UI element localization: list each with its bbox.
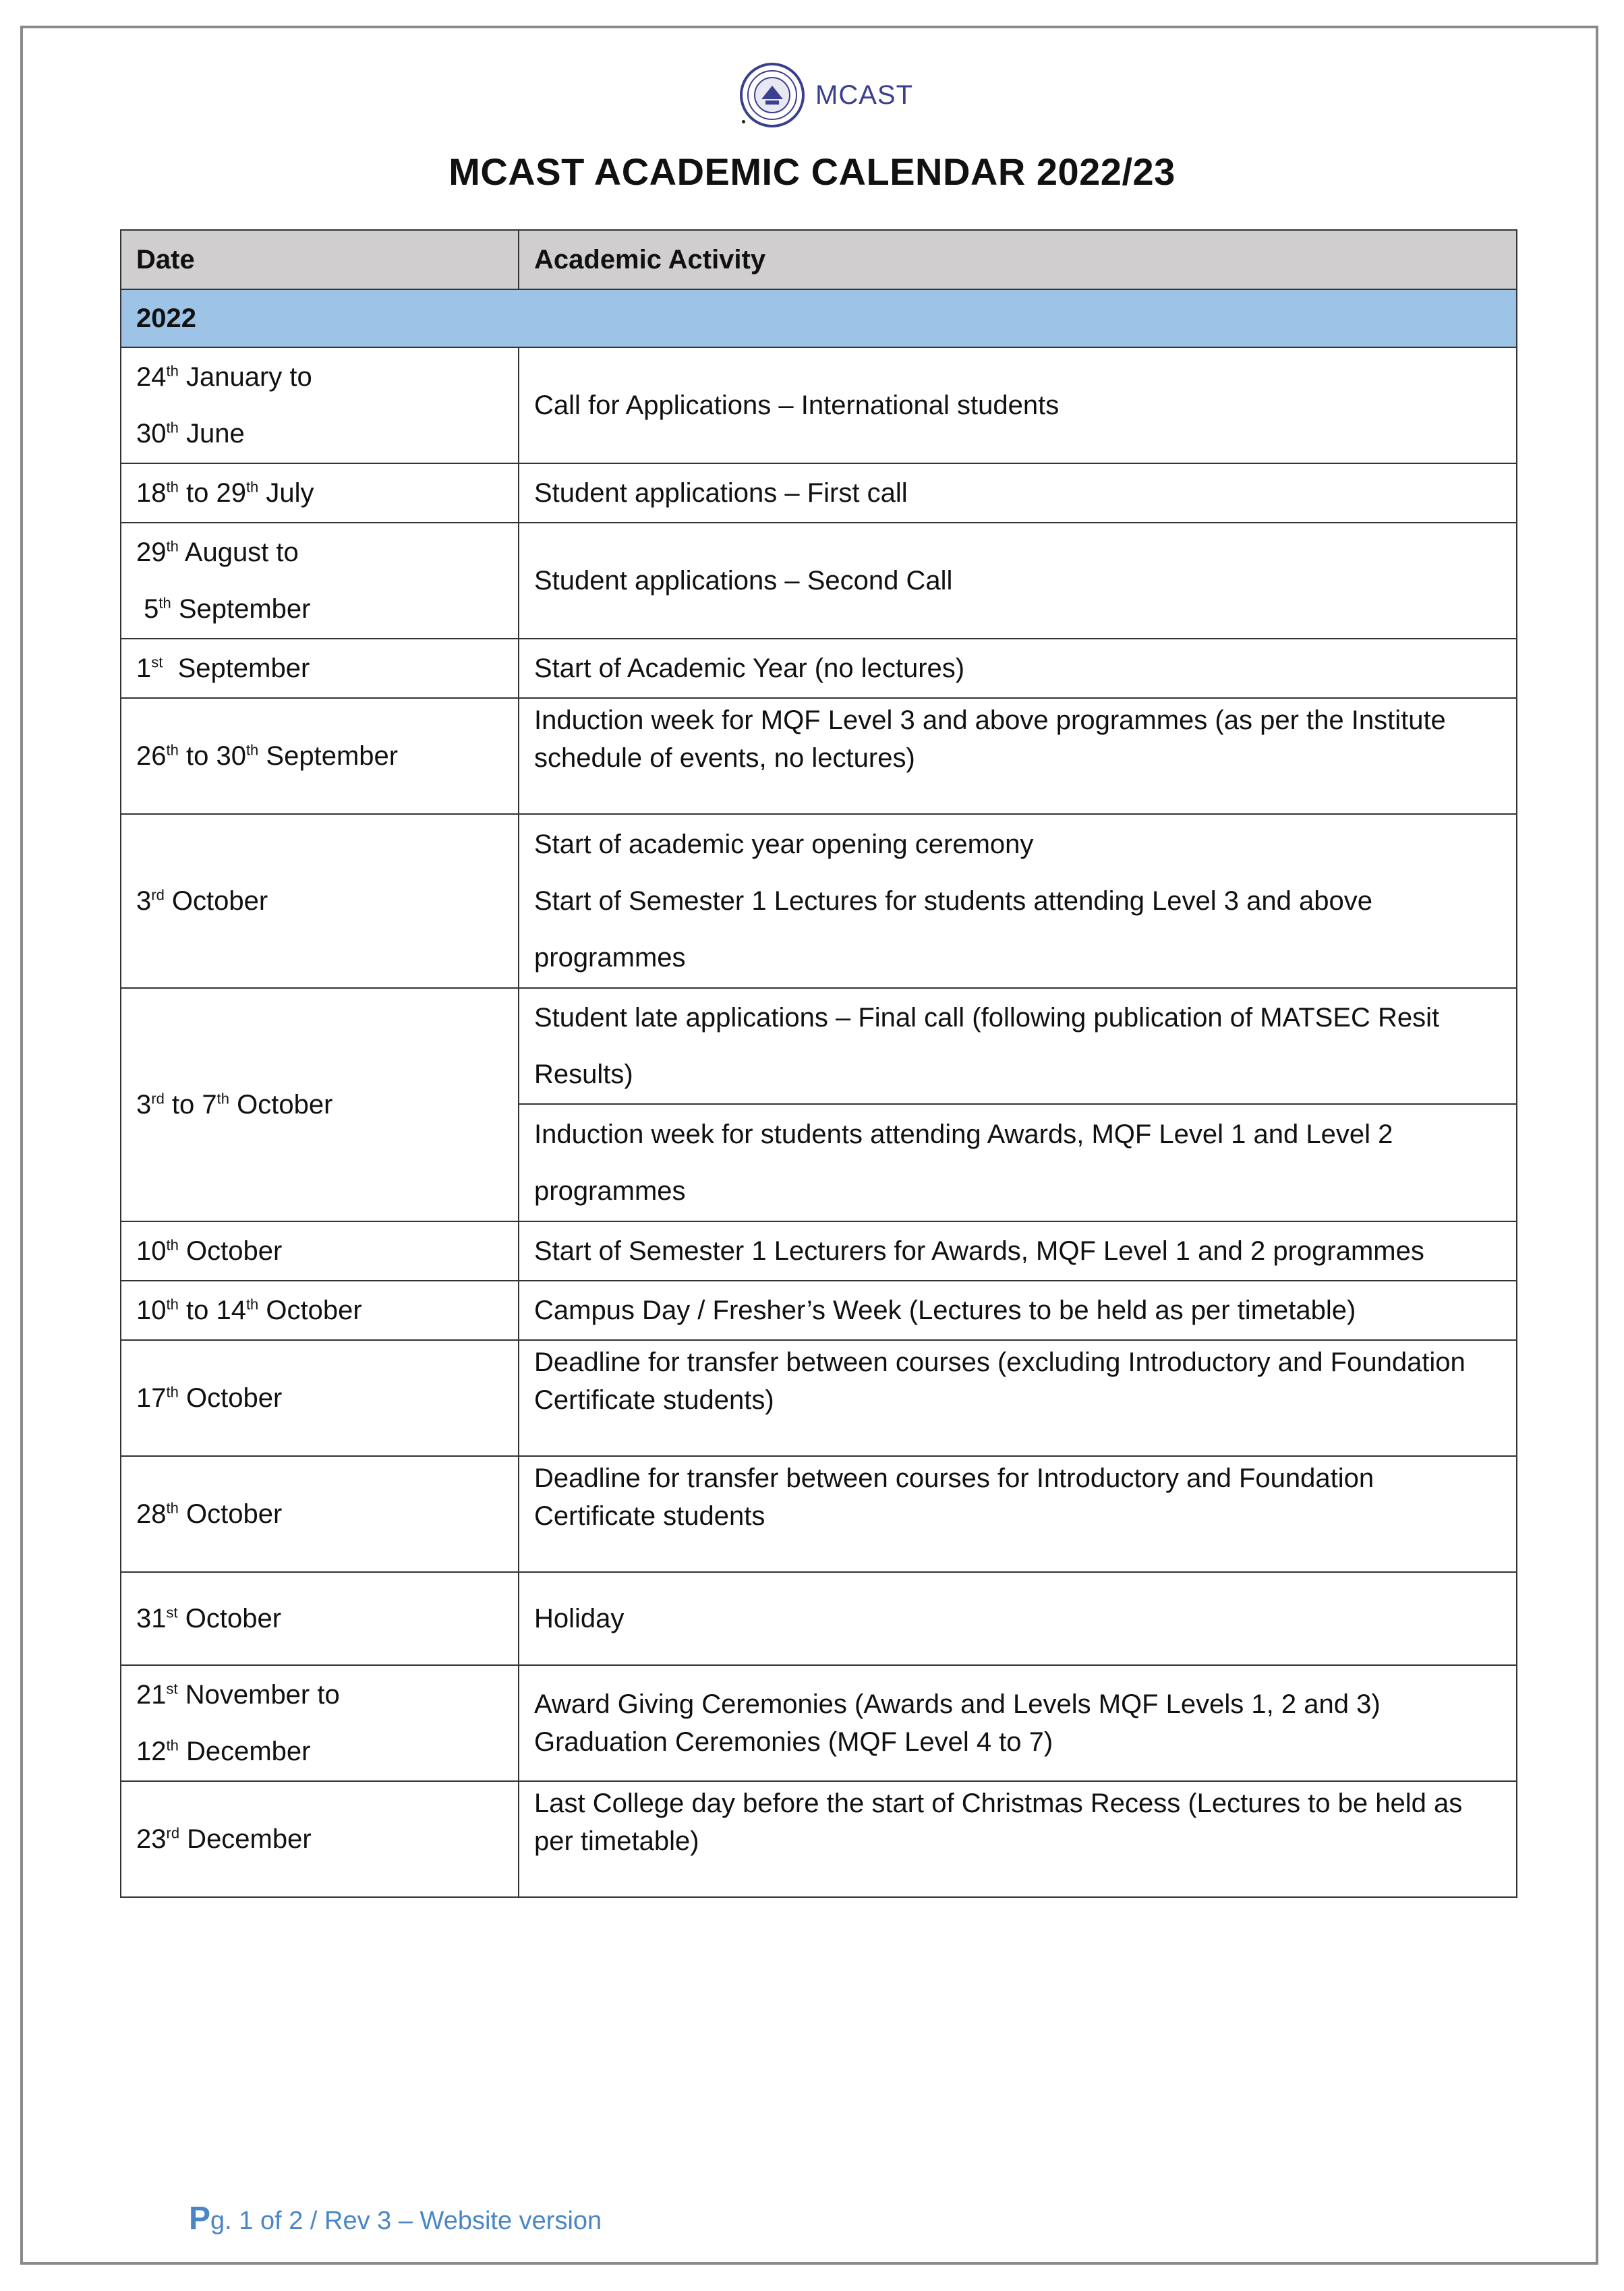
date-cell: 21st November to 12th December [121,1665,519,1781]
date-cell: 17th October [121,1340,519,1456]
table-row [121,463,1517,523]
logo-text: MCAST [815,80,913,110]
activity-cell: Deadline for transfer between courses for Introductory and Foundation Certificate students [519,1456,1517,1572]
table-row [121,698,1517,814]
mcast-logo [738,58,913,132]
page-title: MCAST ACADEMIC CALENDAR 2022/23 [448,150,1176,193]
activity-cell [519,1665,1517,1781]
table-row [121,1572,1517,1665]
activity-cell: Campus Day / Fresher’s Week (Lectures to be held as per timetable) [519,1281,1517,1340]
activity-cell: Start of Semester 1 Lecturers for Awards, MQF Level 1 and 2 programmes [519,1221,1517,1281]
table-row [121,639,1517,698]
date-cell: 26th to 30th September [121,698,519,814]
column-header-activity: Academic Activity [519,230,1517,289]
year-row [121,289,1517,347]
activity-cell [519,814,1517,988]
date-cell: 28th October [121,1456,519,1572]
table-row [121,347,1517,463]
activity-line: Start of academic year opening ceremony [534,830,1034,859]
activity-line: Award Giving Ceremonies (Awards and Levels MQF Levels 1, 2 and 3) [534,1689,1381,1719]
date-cell: 31st October [121,1572,519,1665]
mcast-seal-icon [738,61,806,129]
table-row [121,523,1517,639]
date-cell: 23rd December [121,1781,519,1897]
table-row [121,1665,1517,1781]
decorative-dot [742,120,745,123]
footer-text: g. 1 of 2 / Rev 3 – Website version [210,2207,602,2235]
table-row [121,1456,1517,1572]
activity-cell: Student applications – First call [519,463,1517,523]
year-label: 2022 [121,289,1517,347]
date-cell: 3rd October [121,814,519,988]
table-row [121,988,1517,1104]
activity-cell: Student late applications – Final call (following publication of MATSEC Resit Results) [519,988,1517,1104]
activity-cell: Student applications – Second Call [519,523,1517,639]
activity-cell: Last College day before the start of Christmas Recess (Lectures to be held as per timetable) [519,1781,1517,1897]
table-header-row [121,230,1517,289]
date-cell: 10th to 14th October [121,1281,519,1340]
table-row [121,814,1517,988]
column-header-date: Date [121,230,519,289]
date-cell: 29th August to 5th September [121,523,519,639]
activity-cell: Deadline for transfer between courses (excluding Introductory and Foundation Certificate students) [519,1340,1517,1456]
date-cell: 18th to 29th July [121,463,519,523]
activity-cell: Induction week for students attending Awards, MQF Level 1 and Level 2 programmes [519,1104,1517,1221]
table-row [121,1281,1517,1340]
footer-initial: P [189,2201,211,2236]
activity-cell: Call for Applications – International students [519,347,1517,463]
date-cell: 3rd to 7th October [121,988,519,1221]
page-footer [189,2200,602,2237]
date-cell: 24th January to 30th June [121,347,519,463]
table-row [121,1340,1517,1456]
table-row [121,1781,1517,1897]
activity-cell: Start of Academic Year (no lectures) [519,639,1517,698]
activity-cell: Holiday [519,1572,1517,1665]
activity-line: Graduation Ceremonies (MQF Level 4 to 7) [534,1727,1053,1757]
activity-cell: Induction week for MQF Level 3 and above programmes (as per the Institute schedule of events, no lectures) [519,698,1517,814]
date-cell: 10th October [121,1221,519,1281]
table-row [121,1221,1517,1281]
calendar-table [120,229,1517,1898]
activity-line: Start of Semester 1 Lectures for students attending Level 3 and above programmes [534,886,1372,973]
date-cell: 1st September [121,639,519,698]
